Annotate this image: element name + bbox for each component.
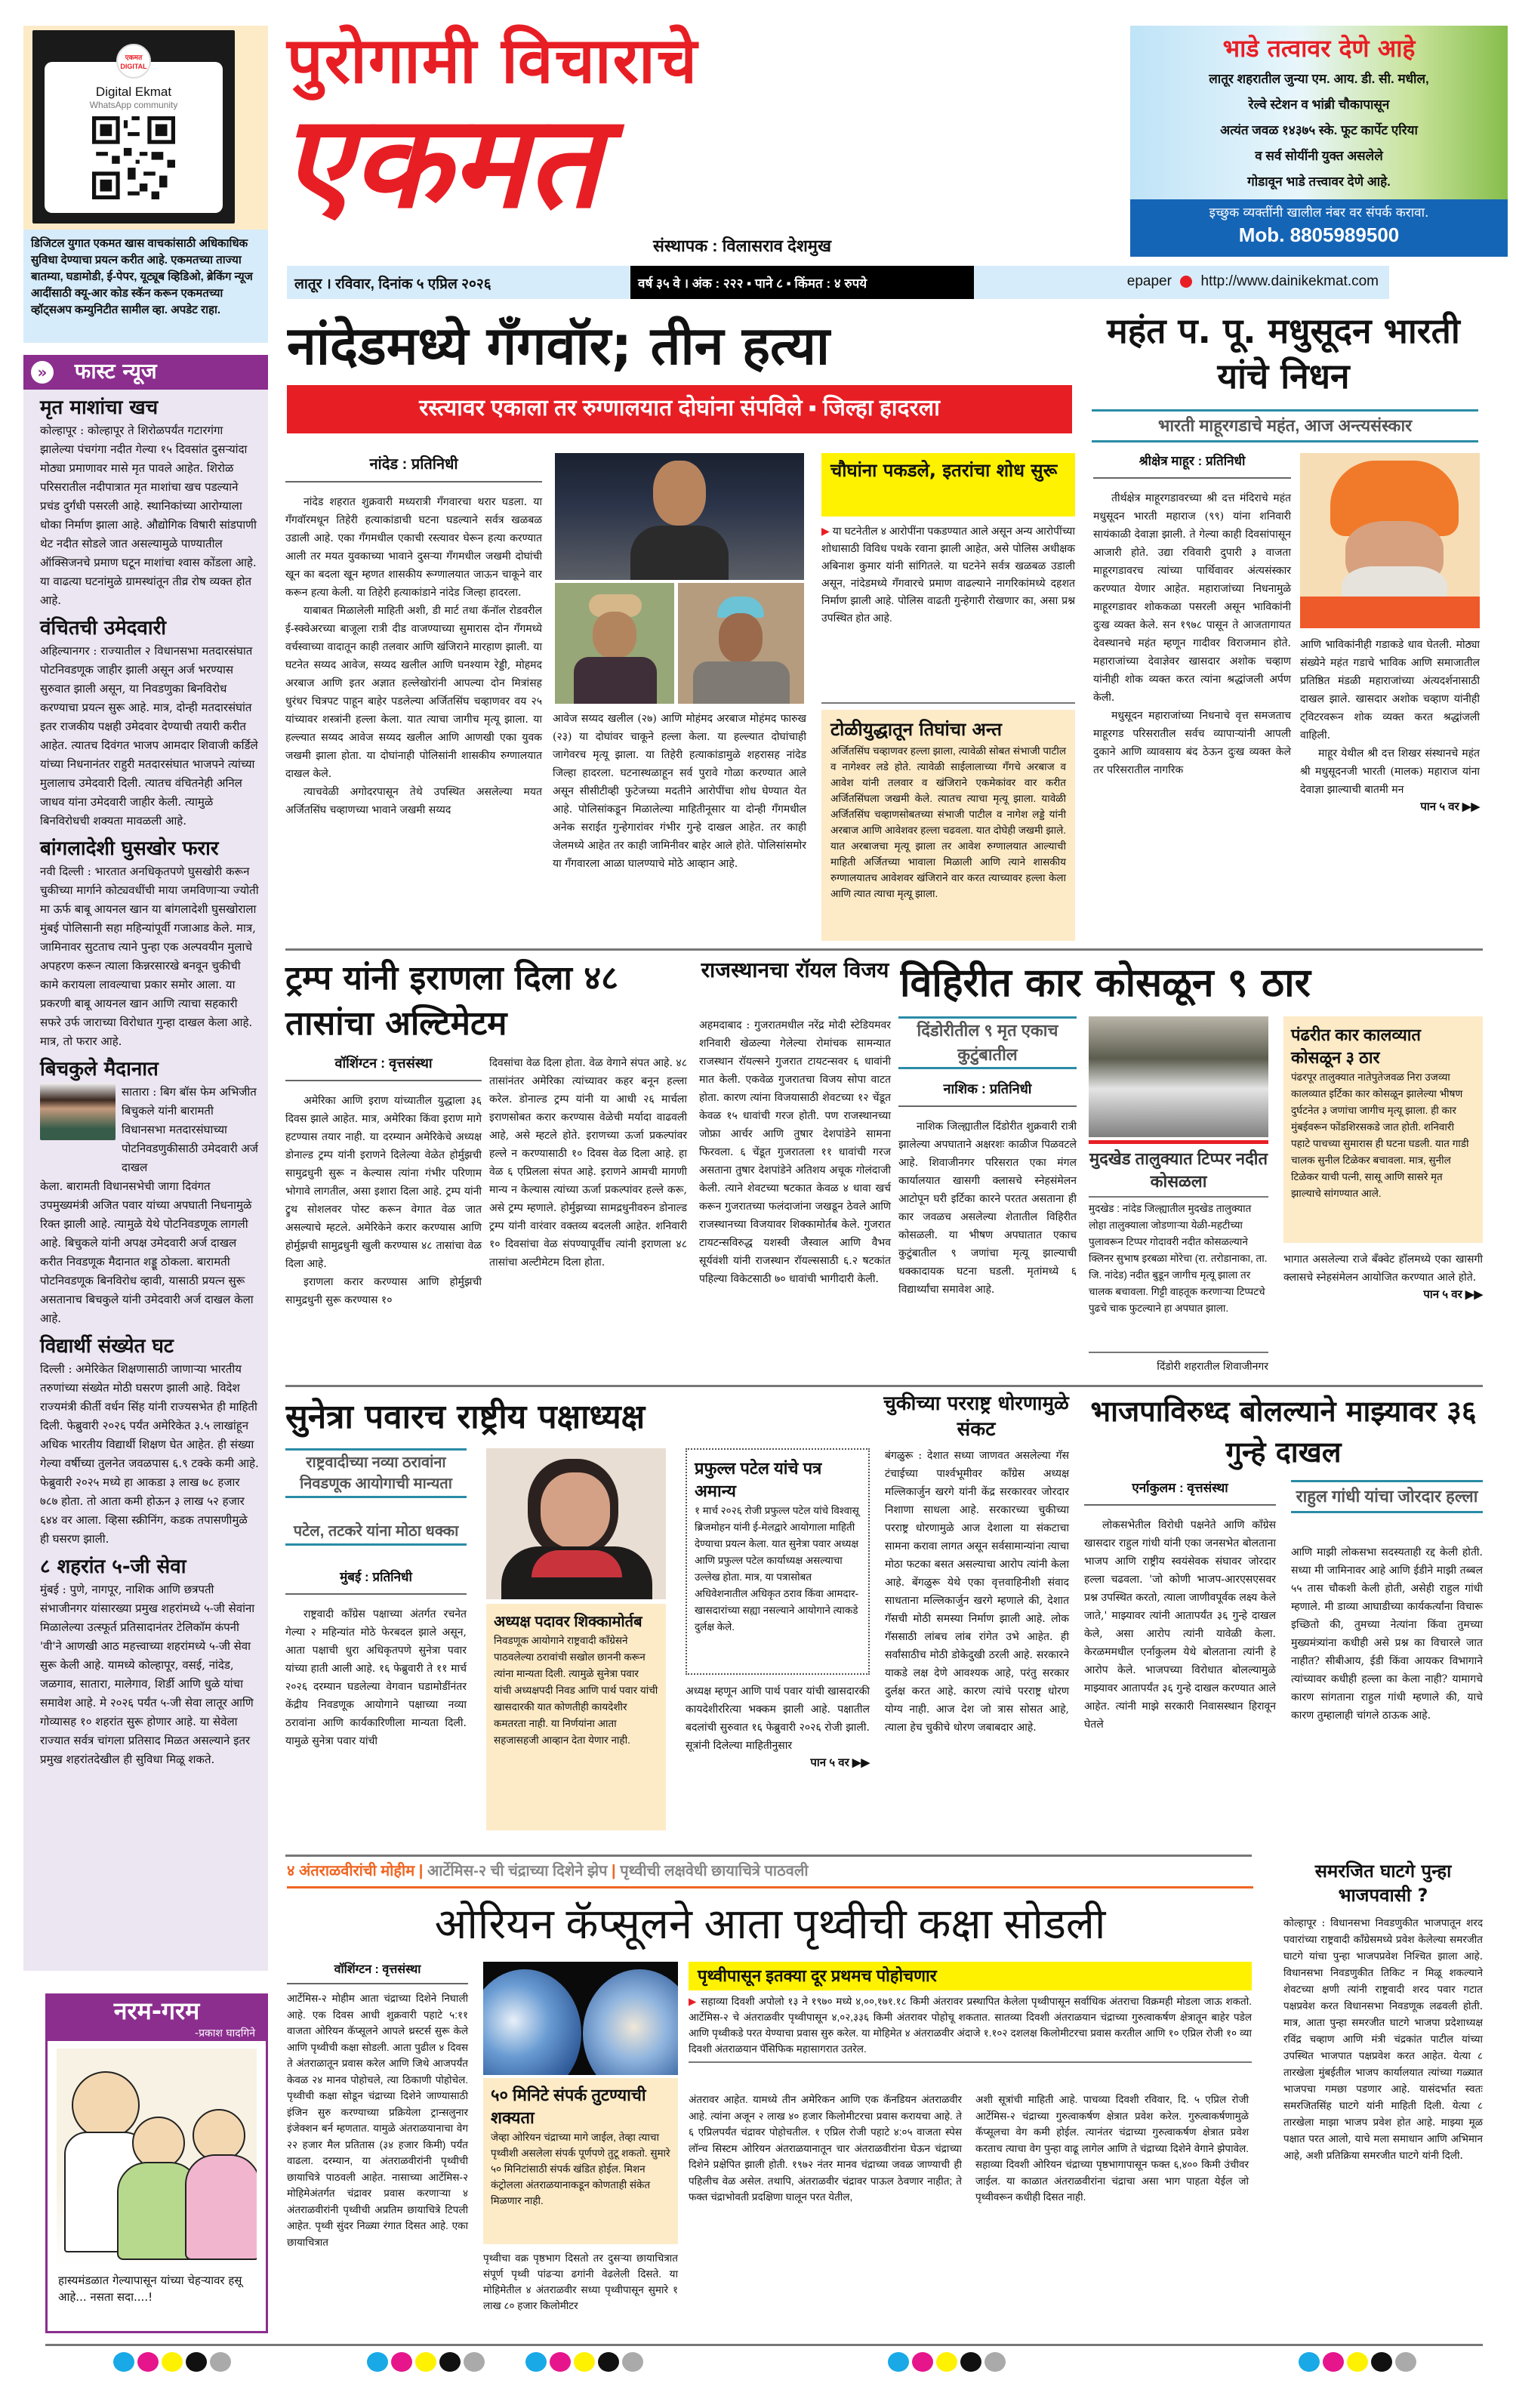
car-subhead: दिंडोरीतील ९ मृत एकाच कुटुंबातील: [898, 1016, 1077, 1069]
artemis-yellow-box: [689, 1962, 1252, 2063]
dateline: श्रीक्षेत्र माहूर : प्रतिनिधी: [1093, 453, 1291, 479]
ekmat-digital-logo: एकमत DIGITAL: [116, 44, 151, 79]
ad-mobile[interactable]: Mob. 8805989500: [1238, 224, 1400, 246]
tipper-headline: मुदखेड तालुक्यात टिप्पर नदीत कोसळला: [1089, 1148, 1268, 1198]
magenta-mark: [1323, 2352, 1344, 2372]
grey-mark: [210, 2352, 231, 2372]
patel-title: प्रफुल्ल पटेल यांचे पत्र अमान्य: [695, 1459, 822, 1500]
edition-date: लातूर । रविवार, दिनांक ५ एप्रिल २०२६: [287, 266, 630, 299]
print-registration-marks: [888, 2352, 1006, 2372]
mahant-subhead: भारती माहूरगडाचे महंत, आज अन्त्यसंस्कार: [1092, 409, 1478, 442]
ghatge-headline: समरजित घाटगे पुन्हा भाजपवासी ?: [1314, 1861, 1452, 1906]
cyan-mark: [525, 2352, 547, 2372]
accused-photo-1: [555, 453, 804, 580]
news-body: केला. बारामती विधानसभेची जागा दिवंगत उपमुख्यमंत्री अजित पवार यांच्या अपघाती निधनामुळे रिक्त झाली आहे. त्यामुळे येथे पोटनिवडणूक लागली आहे. बिचुकले यांनी अपक्ष उमेदवारी अर्ज दाखल करीत निवडणूक मैदानात शड्डू ठोकला. बारामती पोटनिवडणूक बिनविरोध व्हावी, यासाठी प्रयत्न सुरू असतानाच बिचकुले यांनी उमेदवारी अर्ज दाखल केला आहे.: [40, 1179, 254, 1325]
earth-photos: [483, 1962, 678, 2075]
sunetra-headline: सुनेत्रा पवारच राष्ट्रीय पक्षाध्यक्ष: [285, 1398, 646, 1436]
cartoon-panel: [45, 1993, 268, 2333]
side-box-gangwar-title: टोळीयुद्धातून तिघांचा अन्त: [830, 719, 1002, 740]
yellow-mark: [1347, 2352, 1368, 2372]
car-col1: [898, 1080, 1077, 1299]
sunetra-col3: [686, 1682, 870, 1771]
cyan-mark: [113, 2352, 134, 2372]
article-para: अध्यक्ष म्हणून आणि पार्थ पवार यांची खासदारकी कायदेशीररित्या भक्कम झाली आहे. पक्षातील बदलांची सुरुवात १६ फेब्रुवारी २०२६ रोजी झाली. सूत्रांनी दिलेल्या माहितीनुसार: [686, 1685, 870, 1752]
news-lead: सातारा : बिग बॉस फेम अभिजीत बिचुकले यांनी बारामती विधानसभा मतदारसंघाच्या पोटनिवडणुकीसाठी उमेदवारी अर्ज दाखल: [122, 1085, 258, 1174]
article-para: नांदेड शहरात शुक्रवारी मध्यरात्री गँगवारचा थरार घडला. या गँगवॉरमधून तिहेरी हत्याकांडाची घटना घडल्याने सर्वत्र खळबळ उडाली आहे. एका गँगमधील एकाची रस्त्यावर घेरून हत्या करण्यात आली तर मयत युवकाच्या भावाने दुसऱ्या गँगमधील जखमी दोघांची खून का बदला खून म्हणत शासकीय रूग्णालयात जाऊन चाकूने वार करून हत्या केली. या तिहेरी हत्याकांडाने नांदेड जिल्हा हादरला.: [285, 496, 542, 599]
rahul-headline: भाजपाविरुध्द बोलल्याने माझ्यावर ३६ गुन्हे दाखल: [1090, 1395, 1477, 1469]
artemis-col4: अशी सूत्रांची माहिती आहे. पाचव्या दिवशी रविवार, दि. ५ एप्रिल रोजी आर्टेमिस-२ चंद्राच्या गुरुत्वाकर्षण क्षेत्रात प्रवेश करेल. गुरुत्वाकर्षणामुळे कॅप्सूलचा वेग कमी होईल. त्यानंतर चंद्राच्या गुरुत्वाकर्षण क्षेत्रात प्रवेश करताच त्याचा वेग पुन्हा वाढू लागेल आणि ते चंद्राच्या दिशेने वेगाने झेपावेल. सहाव्या दिवशी ओरियन चंद्राच्या पृष्ठभागापासून फक्त ६,४०० किमी उंचीवर जाईल. या काळात अंतराळवीरांना चंद्राचा असा भाग पाहता येईल जो पृथ्वीवरून कधीही दिसत नाही.: [975, 2094, 1249, 2203]
grey-mark: [464, 2352, 485, 2372]
mahant-headline: महंत प. पू. मधुसूदन भारती यांचे निधन: [1107, 310, 1460, 396]
tipper-after: दिंडोरी शहरातील शिवाजीनगर: [1157, 1361, 1268, 1373]
dateline: वॉशिंग्टन : वृत्तसंस्था: [285, 1054, 482, 1081]
side-box-gangwar-body: अर्जितसिंघ चव्हाणवर हल्ला झाला, त्यावेळी सोबत संभाजी पाटील व नागेश्वर लडे होते. त्यावेळी साईलालाच्या गँगचे अरबाज व आवेश यांनी तलवार व खंजिराने एकमेकांवर वार करीत अर्जितसिंघला जखमी केले. त्यातच त्याचा मृत्यू झाला. यावेळी अर्जितसिंघ चव्हाणसोबतच्या संभाजी पाटील व नागेश लड्डे यांनी अरबाज आणि आवेशवर हल्ला चढवला. यात दोघेही जखमी झाले. यात अरबाजचा मृत्यू झाला तर आवेश रुग्णालयात आल्याची माहिती अर्जितच्या भावाला मिळाली आणि त्याने शासकीय रुग्णालयातच आवेशवर खंजिराने वार करत त्याच्यावर हल्ला केला आणि त्यात त्याचा मृत्यू झाला.: [830, 745, 1066, 899]
article-para: मधुसूदन महाराजांच्या निधनाचे वृत्त समजताच माहूरगड परिसरातील सर्वच व्यापाऱ्यांनी आपली दुकाने आणि व्यावसाय बंद ठेऊन दुःख व्यक्त केले तर परिसरातील नागरिक: [1093, 710, 1291, 776]
epaper-label: epaper: [1126, 273, 1172, 289]
dateline: नांदेड : प्रतिनिधी: [285, 453, 542, 483]
grey-mark: [1395, 2352, 1416, 2372]
qr-code-icon[interactable]: [92, 116, 175, 199]
qr-card: [45, 54, 223, 213]
news-title: मृत माशांचा खच: [40, 396, 159, 419]
black-mark: [598, 2352, 619, 2372]
rajasthan-body: अहमदाबाद : गुजरातमधील नरेंद्र मोदी स्टेडियमवर शनिवारी खेळल्या गेलेल्या रोमांचक सामन्यात राजस्थान रॉयल्सने गुजरात टायटन्सवर ६ धावांनी मात केली. एकवेळ गुजरातचा विजय सोपा वाटत होता. कारण त्यांना विजयासाठी शेवटच्या १२ चेंडूत केवळ १५ धावांची गरज होती. पण राजस्थानच्या जोफ्रा आर्चर आणि तुषार देशपांडेने सामना फिरवला. ६ चेंडूत गुजरातला ११ धावांची गरज असताना तुषार देशपांडेने अतिशय अचूक गोलंदाजी केली. त्याने शेवटच्या षटकात केवळ ४ धावा खर्च करून गुजरातच्या फलंदाजांना जखडून ठेवले आणि राजस्थानच्या विजयावर शिक्कामोर्तब केले. गुजरात टायटन्सविरुद्ध यशस्वी जैस्वाल आणि वैभव सूर्यवंशी यांनी राजस्थान रॉयल्ससाठी ६.२ षटकांत पहिल्या विकेटसाठी ७० धावांची भागीदारी केली.: [699, 1019, 891, 1285]
rahul-subhead: राहुल गांधी यांचा जोरदार हल्ला: [1291, 1480, 1483, 1513]
yellow-mark: [936, 2352, 957, 2372]
black-mark: [186, 2352, 207, 2372]
article-para: आणि भाविकांनीही गडाकडे धाव घेतली. मोठ्या संख्येने महंत गडाचे भाविक आणि समाजातील प्रतिष्ठित मंडळी महाराजांच्या अंत्यदर्शनासाठी दाखल झाले. खासदार अशोक चव्हाण यांनीही ट्विटरवरून शोक व्यक्त करत श्रद्धांजली वाहिली.: [1300, 639, 1480, 742]
artemis-box-body: जेव्हा ओरियन चंद्राच्या मागे जाईल, तेव्हा त्याचा पृथ्वीशी असलेला संपर्क पूर्णपणे तुटू शकतो. सुमारे ५० मिनिटांसाठी संपर्क खंडित होईल. मिशन कंट्रोलला अंतराळयानाकडून कोणताही संकेत मिळणार नाही.: [491, 2132, 670, 2206]
epaper-icon: [1180, 276, 1192, 288]
news-body: मुंबई : पुणे, नागपूर, नाशिक आणि छत्रपती संभाजीनगर यांसारख्या प्रमुख शहरांमध्ये ५-जी सेवांना मिळालेल्या उत्स्फूर्त प्रतिसादानंतर टेलिकॉम कंपनी 'वी'ने आणखी आठ महत्त्वाच्या शहरांमध्ये ५-जी सेवा सुरू केली आहे. यामध्ये कोल्हापूर, वसई, नांदेड, जळगाव, सातारा, मालेगाव, शिर्डी आणि धुळे यांचा समावेश आहे. मे २०२६ पर्यंत ५-जी सेवा लातूर आणि गोव्यासह १० शहरांत सुरू होणार आहे. या सेवेला राज्यात सर्वत्र चांगला प्रतिसाद मिळत असल्याने इतर प्रमुख शहरांतदेखील ही सुविधा मिळू शकते.: [40, 1583, 255, 1766]
article-para: आर्टेमिस-२ मोहीम आता चंद्राच्या दिशेने निघाली आहे. एक दिवस आधी शुक्रवारी पहाटे ५:११ वाजता ओरियन कॅप्सूलने आपले थ्रस्टर्स सुरू केले आणि पृथ्वीची कक्षा सोडली. आता पुढील ४ दिवस ते अंतराळातून प्रवास करेल आणि जिथे आजपर्यंत केवळ २४ मानव पोहोचले, त्या ठिकाणी पोहोचेल. पृथ्वीची कक्षा सोडून चंद्राच्या दिशेने जाण्यासाठी इंजिन सुरु करण्याच्या प्रक्रियेला ट्रान्सलुनार इंजेक्शन बर्न म्हणतात. यामुळे अंतराळयानाचा वेग २२ हजार मैल प्रतितास (३४ हजार किमी) पर्यंत वाढला. दरम्यान, या अंतराळवीरांनी पृथ्वीची छायाचित्रे पाठवली आहेत. नासाच्या आर्टेमिस-२ मोहिमेअंतर्गत चंद्रावर प्रवास करणाऱ्या ४ अंतराळवीरांनी पृथ्वीची अप्रतिम छायाचित्रे टिपली आहेत. पृथ्वी सुंदर निळ्या रंगात दिसत आहे. एका छायाचित्रात: [287, 1993, 468, 2248]
yellow-mark: [162, 2352, 183, 2372]
news-title: बिचकुले मैदानात: [40, 1058, 159, 1081]
news-body: अहिल्यानगर : राज्यातील २ विधानसभा मतदारसंघात पोटनिवडणूक जाहीर झाली असून अर्ज भरण्यास सुरुवात झाली असून, या निवडणुका बिनविरोध करण्याचा प्रयत्न सुरू आहे. मात्र, दोन्ही मतदारसंघांत इतर राजकीय पक्षही उमेदवार देण्याची तयारी करीत आहेत. त्यातच दिवंगत भाजप आमदार शिवाजी कर्डिले यांच्या निधनानंतर राहुरी मतदारसंघात भाजपने त्यांच्या मुलालाच उमेदवारी दिली. त्यातच वंचितनेही अनिल जाधव यांना उमेदवारी जाहीर केली. त्यामुळे बिनविरोधची शक्यता मावळली आहे.: [40, 644, 258, 828]
news-body: नवी दिल्ली : भारतात अनधिकृतपणे घुसखोरी करून चुकीच्या मार्गाने कोट्यवधींची माया जमविणाऱ्या ज्योती मा ऊर्फ बाबू आयनल खान या बांगलादेशी घुसखोराला मुंबई पोलिसानी सहा महिन्यांपूर्वी गजाआड केले. मात्र, जामिनावर सुटताच त्याने पुन्हा एक अल्पवयीन मुलाचे अपहरण करून त्याला किन्नरसारखे बनवून चुकीची कामे करायला लावल्याचा प्रकार समोर आला. या प्रकरणी बाबू आयनल खान आणि त्याचा सहकारी सफरे उर्फ जाराच्या विरोधात गुन्हा दाखल केला आहे. मात्र, तो फरार आहे.: [40, 865, 259, 1048]
fast-news-header: [23, 355, 268, 390]
grey-mark: [622, 2352, 643, 2372]
black-mark: [960, 2352, 981, 2372]
print-registration-marks: [1299, 2352, 1416, 2372]
red-triangle-icon: ▶: [689, 1996, 698, 2007]
pandhar-box: [1283, 1016, 1483, 1243]
ghatge-body: कोल्हापूर : विधानसभा निवडणुकीत भाजपातून शरद पवारांच्या राष्ट्रवादी काँग्रेसमध्ये प्रवेश केलेल्या समरजीत घाटगे यांचा पुन्हा भाजपप्रवेश निश्चित झाला आहे. विधानसभा निवडणुकीत तिकिट न मिळू शकल्याने शेवटच्या क्षणी त्यांनी राष्ट्रवादी शरद पवार गटात पक्षप्रवेश करत विधानसभा निवडणूक लढवली होती. मात्र, आता पुन्हा समरजीत घाटगे भाजपा प्रदेशाध्यक्ष रविंद्र चव्हाण आणि मंत्री चंद्रकांत पाटील यांच्या उपस्थित भाजपात पक्षप्रवेश करत आहेत. येत्या ८ तारखेला मुंबईतील भाजप कार्यालयात त्यांच्या गळ्यात भाजपचा गमछा पडणार आहे. यासंदर्भात स्वतः समरजितसिंह घाटगे यांनी माहिती दिली. येत्या ८ तारखेला माझा भाजप प्रवेश होत आहे. माझ्या मूळ पक्षात परत आलो, याचे मला समाधान आणि अभिमान आहे, अशी प्रतिक्रिया समरजीत घाटगे यांनी दिली.: [1283, 1917, 1483, 2162]
sunetra-photo: [486, 1448, 666, 1599]
issue-info: वर्ष ३५ वे । अंक : २२२ ▪ पाने ८ ▪ किंमत : ४ रुपये: [630, 266, 974, 299]
cartoon-caption: हास्यमंडळात गेल्यापासून यांच्या चेहऱ्यावर हसू आहे... नसता सदा....!: [58, 2274, 242, 2304]
cartoon-illustration: [57, 2049, 257, 2268]
news-body: कोल्हापूर : कोल्हापूर ते शिरोळपर्यंत गटारगंगा झालेल्या पंचगंगा नदीत गेल्या १५ दिवसांत दुसऱ्यांदा मोठ्या प्रमाणावर मासे मृत पावले आहेत. शिरोळ परिसरातील नदीपात्रात मृत माशांचा खच पडल्याने प्रचंड दुर्गंधी पसरली आहे. स्थानिकांच्या आरोग्याला धोका निर्माण झाला आहे. औद्योगिक विषारी सांडपाणी थेट नदीत सोडले जात असल्यामुळे पाण्यातील ऑक्सिजनचे प्रमाण घटून माशांचा श्वास कोंडला आहे. या वाढत्या घटनांमुळे ग्रामस्थांतून तीव्र रोष व्यक्त होत आहे.: [40, 424, 257, 607]
ad-body: [1130, 66, 1508, 195]
accused-photo-3: [678, 583, 804, 704]
artemis-yellow-title: पृथ्वीपासून इतक्या दूर प्रथमच पोहोचणार: [689, 1962, 1252, 1990]
accused-photo-2: [555, 583, 674, 704]
pandhar-title: पंढरीत कार कालव्यात कोसळून ३ ठार: [1291, 1025, 1421, 1067]
qr-description: डिजिटल युगात एकमत खास वाचकांसाठी अधिकाधिक सुविधा देण्याचा प्रयत्न करीत आहे. एकमतच्या ताज्या बातम्या, घडामोडी, ई-पेपर, यूट्यूब व्हिडिओ, ब्रेकिंग न्यूज आदींसाठी क्यू-आर कोड स्कॅन करून एकमतच्या व्हॉट्सअप कम्युनिटीत सामील व्हा. अपडेट राहा.: [23, 230, 268, 343]
bichukale-photo: [40, 1083, 116, 1140]
side-box-arrests-body: [821, 523, 1075, 627]
masthead-logo: एकमत: [281, 88, 601, 237]
side-box-arrests-text: या घटनेतील ४ आरोपींना पकडण्यात आले असून अन्य आरोपींच्या शोधासाठी विविध पथके रवाना झाली आहेत, असे पोलिस अधीक्षक अबिनाश कुमार यांनी सांगितले. या घटनेने सर्वत्र खळबळ उडाली असून, नांदेडमध्ये गँगवारचे प्रमाण वाढल्याने नागरिकांमध्ये दहशत निर्माण झाली आहे. पोलिस वाढती गुन्हेगारी रोखणार का, असा प्रश्न उपस्थित होत आहे.: [821, 525, 1075, 624]
cartoon-title: नरम-गरम: [113, 1996, 200, 2025]
cyan-mark: [367, 2352, 388, 2372]
kicker-item: पृथ्वीची लक्षवेधी छायाचित्रे पाठवली: [620, 1863, 809, 1879]
trump-col1: [285, 1054, 482, 1309]
ad-title: भाडे तत्वावर देणे आहे: [1222, 34, 1416, 63]
article-para: तीर्थक्षेत्र माहूरगडावरच्या श्री दत्त मंदिराचे महंत मधुसूदन भारती महाराज (९९) यांना शनिवारी सायंकाळी देवाज्ञा झाली. ते गेल्या काही दिवसांपासून आजारी होते. उद्या रविवारी दुपारी ३ वाजता माहूरगडावरच त्यांच्या पार्थिवावर अंत्यसंस्कार करण्यात येणार आहेत. महाराजांच्या निधनामुळे माहूरगडावर शोककळा पसरली असून भाविकांनी दुःख व्यक्त केले. सन १९७८ पासून ते आजतागायत देवस्थानचे महंत म्हणून गादीवर विराजमान होते. महाराजांच्या देवाज्ञेवर खासदार अशोक चव्हाण यांनीही शोक व्यक्त करत त्यांना श्रद्धांजली अर्पण केली.: [1093, 492, 1291, 704]
artemis-col1: [287, 1962, 468, 2250]
article-para: त्याचवेळी अगोदरपासून तेथे उपस्थित असलेल्या मयत अर्जितसिंघ चव्हाणच्या भावाने जखमी सय्यद: [285, 786, 542, 816]
kicker-item: आर्टेमिस-२ ची चंद्राच्या दिशेने झेप: [427, 1863, 608, 1879]
magenta-mark: [550, 2352, 571, 2372]
news-title: वंचितची उमेदवारी: [40, 617, 166, 640]
cartoon-artist: -प्रकाश घादगिने: [195, 2027, 255, 2040]
magenta-mark: [391, 2352, 412, 2372]
masthead-tagline: पुरोगामी विचाराचे: [287, 23, 699, 97]
sunetra-box-body: निवडणूक आयोगाने राष्ट्रवादी काँग्रेसने पाठवलेल्या ठरावांची सखोल छाननी करून त्यांना मान्यता दिली. त्यामुळे सुनेत्रा पवार यांची अध्यक्षपदी निवड आणि पार्थ पवार यांची खासदारकी यात कोणतीही कायदेशीर कमतरता नाही. या निर्णयांना आता सहजासहजी आव्हान देता येणार नाही.: [494, 1635, 658, 1746]
rajasthan-headline: राजस्थानचा रॉयल विजय: [701, 957, 889, 982]
epaper-link[interactable]: [974, 266, 1389, 299]
qr-promo-box: [23, 26, 268, 230]
red-triangle-icon: ▶: [821, 525, 830, 537]
magenta-mark: [912, 2352, 933, 2372]
artemis-box-title: ५० मिनिटे संपर्क तुटण्याची शक्यता: [491, 2086, 646, 2127]
rahul-col2: आणि माझी लोकसभा सदस्यताही रद्द केली होती. सध्या मी जामिनावर आहे आणि ईडीने माझी तब्बल ५५ तास चौकशी केली होती, असेही राहुल गांधी म्हणाले. मी डाव्या आघाडीच्या कार्यकर्त्यांना विचारू इच्छितो की, तुमच्या नेत्यांना किंवा तुमच्या मुख्यमंत्र्यांना कधीही असे प्रश्न का विचारले जात नाहीत? सीबीआय, ईडी किंवा आयकर विभागाने त्यांच्यावर कधीही हल्ला का केला नाही? यामागचे कारण सांगताना राहुल गांधी म्हणाले की, याचे कारण तुम्हालाही चांगले ठाऊक आहे.: [1291, 1546, 1483, 1722]
article-para: अमेरिका आणि इराण यांच्यातील युद्धाला ३६ दिवस झाले आहेत. मात्र, अमेरिका किंवा इराण मागे हटण्यास तयार नाही. या दरम्यान अमेरिकेचे अध्यक्ष डोनाल्ड ट्रम्प यांनी इराणने दिलेल्या वेळेत होर्मुझची सामुद्रधुनी सुरू न केल्यास त्यांना गंभीर परिणाम भोगावे लागतील, असा इशारा दिला आहे. ट्रम्प यांनी ट्रुथ सोशलवर पोस्ट करून वेगात वेळ जात असल्याचे म्हटले. अमेरिकेने करार करण्यास आणि होर्मुझची सामुद्रधुनी खुली करण्यास ४८ तासांचा वेळ दिला आहे.: [285, 1095, 482, 1270]
artemis-col3: अंतरावर आहेत. यामध्ये तीन अमेरिकन आणि एक कॅनडियन अंतराळवीर आहे. त्यांना अजून २ लाख ४० हजार किलोमीटरचा प्रवास करायचा आहे. ते ६ एप्रिलपर्यंत चंद्रावर पोहोचतील. १ एप्रिल रोजी पहाटे ४:०५ वाजता स्पेस लॉन्च सिस्टम ओरियन अंतराळयानातून चार अंतराळवीरांना घेऊन चंद्राच्या दिशेने प्रक्षेपित झाली होती. १९७२ नंतर मानव चंद्राच्या जवळ जाण्याची ही पहिलीच वेळ असेल. तथापि, अंतराळवीर चंद्रावर पाऊल ठेवणार नाहीत; ते फक्त चंद्राभोवती प्रदक्षिणा घालून परत येतील,: [689, 2094, 962, 2203]
qr-frame: [32, 30, 235, 224]
trump-headline: ट्रम्प यांनी इराणला दिला ४८ तासांचा अल्टिमेटम: [285, 959, 618, 1043]
sunetra-box-title: अध्यक्ष पदावर शिक्कामोर्तब: [494, 1614, 642, 1630]
side-box-gangwar: [821, 710, 1075, 941]
artemis-kicker: ४ अंतराळवीरांची मोहीम | आर्टेमिस-२ ची चंद्राच्या दिशेने झेप | पृथ्वीची लक्षवेधी छायाचित्रे पाठवली: [287, 1861, 1253, 1888]
lead-col2: आवेज सय्यद खलील (२७) आणि मोहंमद अरबाज मोहंमद फारुख (२३) या दोघांवर चाकूने हल्ला केला. या हल्ल्यात दोघांचाही जागेवरच मृत्यू झाला. या तिहेरी हत्याकांडामुळे शहरासह नांदेड जिल्हा हादरला. घटनास्थळाहून सर्व पुरावे गोळा करण्यात आले असून सीसीटीव्ही फुटेजच्या मदतीने आरोपींचा शोध घेण्यात येत आहे. पोलिसांकडून मिळालेल्या माहितीनूसार या दोन्ही गँगमधील अनेक सराईत गुन्हेगारांवर गंभीर गुन्हे दाखल आहेत. तर काही जेलमध्ये आहेत तर काही जामिनीवर बाहेर आले होते. पोलिसांसमोर या गँगवारला आळा घालण्याचे मोठे आव्हान आहे.: [553, 713, 806, 870]
lead-subhead: रस्त्यावर एकाला तर रुग्णालयात दोघांना संपविले ▪ जिल्हा हादरला: [287, 385, 1072, 433]
tipper-body: मुदखेड : नांदेड जिल्ह्यातील मुदखेड तालुक्यात लोहा तालुक्याला जोडणाऱ्या येळी-महटीच्या पुलावरून टिप्पर गोदावरी नदीत कोसळल्याने क्लिनर सुभाष इरबळा मोरेचा (रा. तरोडानाका, ता. जि. नांदेड) नदीत बुडून जागीच मृत्यू झाला तर चालक बचावला. गिट्टी वाहतूक करणाऱ्या टिप्पटचे पुढचे चाक फुटल्याने हा अपघात झाला.: [1089, 1203, 1268, 1314]
magenta-mark: [137, 2352, 159, 2372]
rental-advertisement: [1130, 26, 1508, 257]
dateline: नाशिक : प्रतिनिधी: [898, 1080, 1077, 1107]
news-title: विद्यार्थी संख्येत घट: [40, 1335, 174, 1358]
qr-brand: Digital Ekmat: [95, 85, 172, 99]
article-para: याबाबत मिळालेली माहिती अशी, डी मार्ट तथा कॅनॉल रोडवरील ई-स्क्वेअरच्या बाजूला रात्री दीड वाजण्याच्या सुमारास दोन गँगमध्ये वर्चस्वाच्या वादातून काही तलवार आणि खंजिराने मारहाण झाली. या घटनेत सय्यद आवेज, सय्यद खलील आणि घनश्याम रेड्डी, मोहमद अरबाज आणि इतर अज्ञात हल्लेखोरांनी आपल्या दोन मित्रांसह धुरंधर चित्रपट पाहून बाहेर पडलेल्या अर्जितसिंघ चव्हाणवर वय २५ यांच्यावर शस्त्रांनी हल्ला केला. यात त्याचा जागीच मृत्यू झाला. या हल्ल्यात सय्यद आवेज सय्यद खलील आणि आणखी एका युवक जखमी झाला होता. या दोघांनाही पोलिसांनी शासकीय रुग्णालयात दाखल केले.: [285, 605, 542, 780]
artemis-box: [483, 2078, 678, 2244]
date-band: [287, 266, 1389, 299]
black-mark: [1371, 2352, 1392, 2372]
article-para: लोकसभेतील विरोधी पक्षनेते आणि काँग्रेस खासदार राहुल गांधी यांनी एका जनसभेत बोलताना भाजप आणि राष्ट्रीय स्वयंसेवक संघावर जोरदार हल्ला चढवला. 'जो कोणी भाजप-आरएसएसवर प्रश्न उपस्थित करतो, त्याला जाणीवपूर्वक लक्ष्य केले जाते,' माझ्यावर त्यांनी आतापर्यंत ३६ गुन्हे दाखल केले, असा आरोप त्यांनी यावेळी केला. केरळममधील एर्नाकुलम येथे बोलताना त्यांनी हे आरोप केले. भाजपच्या विरोधात बोलल्यामुळे माझ्यावर आतापर्यंत ३६ गुन्हे दाखल करण्यात आले आहेत. त्यांनी माझे सरकारी निवासस्थान हिरावून घेतले: [1084, 1519, 1276, 1731]
grey-mark: [984, 2352, 1006, 2372]
ad-line: रेल्वे स्टेशन व भांब्री चौकापासून: [1248, 97, 1390, 112]
patel-box: [686, 1448, 870, 1675]
car-accident-photo: [1089, 1016, 1268, 1137]
mahant-col2: [1300, 636, 1480, 816]
dateline: मुंबई : प्रतिनिधी: [285, 1569, 467, 1595]
print-registration-marks: [367, 2352, 485, 2372]
cyan-mark: [888, 2352, 909, 2372]
news-title: बांगलादेशी घुसखोर फरार: [40, 837, 219, 860]
black-mark: [439, 2352, 461, 2372]
sunetra-col1: [285, 1569, 467, 1750]
news-title: ८ शहरांत ५-जी सेवा: [40, 1555, 186, 1578]
qr-subtitle: WhatsApp community: [89, 100, 178, 110]
continued-link[interactable]: पान ५ वर ▶▶: [810, 1756, 870, 1769]
mahant-photo: [1300, 453, 1480, 628]
artemis-col2: पृथ्वीचा वक्र पृष्ठभाग दिसतो तर दुसऱ्या छायाचित्रात संपूर्ण पृथ्वी पांढऱ्या ढगांनी वेढलेली दिसते. या मोहिमेतील ४ अंतराळवीर सध्या पृथ्वीपासून सुमारे १ लाख ८० हजार किलोमीटर: [483, 2252, 678, 2311]
news-body: दिल्ली : अमेरिकेत शिक्षणासाठी जाणाऱ्या भारतीय तरुणांच्या संख्येत मोठी घसरण झाली आहे. विदेश राज्यमंत्री कीर्ती वर्धन सिंह यांनी राज्यसभेत ही माहिती दिली. फेब्रुवारी २०२६ पर्यंत अमेरिकेत ३.५ लाखांहून अधिक भारतीय विद्यार्थी शिक्षण घेत आहेत. ही संख्या गेल्या वर्षीच्या तुलनेत जवळपास ६.९ टक्के कमी आहे. फेब्रुवारी २०२५ मध्ये हा आकडा ३ लाख ७८ हजार ७८७ होता. तो आता कमी होऊन ३ लाख ५२ हजार ६४४ वर आला. व्हिसा स्क्रीनिंग, कडक तपासणीमुळे ही घसरण झाली.: [40, 1362, 259, 1546]
fast-news-title: फास्ट न्यूज: [74, 359, 157, 384]
kharge-body: बंगळुरू : देशात सध्या जाणवत असलेल्या गॅस टंचाईच्या पार्श्वभूमीवर काँग्रेस अध्यक्ष मल्लिकार्जुन खरगे यांनी केंद्र सरकारवर जोरदार निशाणा साधला आहे. सरकारच्या चुकीच्या परराष्ट्र धोरणामुळे आज देशाला या संकटाचा सामना करावा लागत असून सर्वसामान्यांना त्याचा मोठा फटका बसत असल्याचा आरोप त्यांनी केला आहे. बेंगळुरू येथे एका वृत्तवाहिनीशी संवाद साधताना मल्लिकार्जुन खरगे म्हणाले की, देशात गॅसची मोठी समस्या निर्माण झाली आहे. लोक गॅससाठी लांबच लांब रांगेत उभे आहेत. ही सर्वांसाठीच मोठी डोकेदुखी ठरली आहे. सरकारने याकडे लक्ष देणे आवश्यक आहे, परंतु सरकार दुर्लक्ष करत आहे. कारण त्यांचे परराष्ट्र धोरण योग्य नाही. आज देश जो त्रास सोसत आहे, त्याला हेच चुकीचे धोरण जबाबदार आहे.: [885, 1450, 1069, 1734]
dateline: वॉशिंग्टन : वृत्तसंस्था: [287, 1962, 468, 1984]
yellow-mark: [574, 2352, 595, 2372]
article-para: माहूर येथील श्री दत्त शिखर संस्थानचे महंत श्री मधुसूदनजी भारती (मालक) महाराज यांना देवाज्ञा झाल्याची बातमी मन: [1300, 748, 1480, 796]
ad-line: गोडावून भाडे तत्त्वावर देणे आहे.: [1247, 174, 1391, 189]
kharge-headline: चुकीच्या परराष्ट्र धोरणामुळे संकट: [883, 1392, 1069, 1441]
trump-col2: दिवसांचा वेळ दिला होता. वेळ वेगाने संपत आहे. ४८ तासांनंतर अमेरिका त्यांच्यावर कहर बनून हल्ला करेल. डोनाल्ड ट्रम्प यांनी या आधी २६ मार्चला इराणसोबत करार करण्यास वेळेची मर्यादा वाढवली आहे, असे म्हटले होते. इराणच्या ऊर्जा प्रकल्पांवर हल्ले न करण्यासाठी १० दिवस वेळ दिला आहे. हा वेळ ६ एप्रिलला संपत आहे. इराणने आमची मागणी मान्य न केल्यास त्यांच्या ऊर्जा प्रकल्पांवर हल्ले करू, असे ट्रम्प म्हणाले. होर्मुझच्या सामद्रधुनीवरुन डोनाल्ड ट्रम्प यांनी वारंवार वक्तव्य बदलली आहेत. शनिवारी १० दिवसांचा वेळ संपण्यापूर्वीच त्यांनी इराणला ४८ तासांचा अल्टीमेटम दिला होता.: [489, 1057, 687, 1269]
chevron-down-icon: »: [31, 361, 54, 384]
rahul-col1: [1084, 1480, 1276, 1734]
patel-body: १ मार्च २०२६ रोजी प्रफुल्ल पटेल यांचे विश्वासू ब्रिजमोहन यांनी ई-मेलद्वारे आयोगाला माहिती देण्याचा प्रयत्न केला. यात सुनेत्रा पवार अध्यक्ष आणि प्रफुल्ल पटेल कार्याध्यक्ष असल्याचा उल्लेख होता. मात्र, या पत्रासोबत अधिवेशनातील अधिकृत ठराव किंवा आमदार-खासदारांच्या सह्या नसल्याने आयोगाने त्याकडे दुर्लक्ष केले.: [695, 1505, 859, 1633]
fast-news-panel: [23, 355, 268, 1971]
lead-headline: नांदेडमध्ये गँगवॉर; तीन हत्या: [287, 315, 830, 377]
kicker-item: ४ अंतराळवीरांची मोहीम: [287, 1863, 415, 1879]
print-registration-marks: [113, 2352, 231, 2372]
car-col3: [1283, 1250, 1483, 1303]
car-headline: विहिरीत कार कोसळून ९ ठार: [900, 960, 1311, 1006]
pandhar-body: पंढरपूर तालुक्यात नातेपुतेजवळ निरा उजव्या कालव्यात इर्टिका कार कोसळून झालेल्या भीषण दुर्घटनेत ३ जणांचा जागीच मृत्यू झाला. ही कार मुंबईवरून फोंडशिरसकडे जात होती. शनिवारी पहाटे पाचच्या सुमारास ही घटना घडली. यात गाडी चालक सुनील टिळेकर बचावला. मात्र, सुनील टिळेकर याची पत्नी, सासू आणि सासरे मृत झाल्याचे सांगण्यात आले.: [1291, 1071, 1469, 1199]
yellow-mark: [415, 2352, 436, 2372]
ad-contact-note: इच्छुक व्यक्तींनी खालील नंबर वर संपर्क करावा.: [1209, 205, 1429, 220]
artemis-yellow-text: सहाव्या दिवशी अपोलो १३ ने १९७० मध्ये ४,००,१७१.१८ किमी अंतरावर प्रस्थापित केलेला पृथ्वीपासून सर्वाधिक अंतराचा विक्रमही मोडला जाऊ शकतो. आर्टेमिस-२ चे अंतराळवीर पृथ्वीपासून ४,०२,३३६ किमी अंतरावर पोहोचू शकतात. सातव्या दिवशी अंतराळयान चंद्राच्या गुरुत्वाकर्षण क्षेत्रातून बाहेर पडेल आणि पृथ्वीकडे परत येण्याचा प्रवास सुरु करेल. या मोहिमेत ४ अंतराळवीर अंदाजे १.१०२ दशलक्ष किलोमीटरचा प्रवास करतील आणि १० एप्रिल रोजी १० व्या दिवशी अंतराळयान पॅसिफिक महासागरात उतरेल.: [689, 1996, 1252, 2055]
mahant-col1: [1093, 453, 1291, 779]
article-para: नाशिक जिल्ह्यातील दिंडोरीत शुक्रवारी रात्री झालेल्या अपघाताने अक्षरशः काळीज पिळवटले आहे. शिवाजीनगर परिसरात एका मंगल कार्यालयात खासगी क्लासचे स्नेहसंमेलन आटोपून घरी इर्टिका कारने परतत असताना ही कार जवळच असलेल्या शेतातील विहिरीत कोसळली. या भीषण अपघातात एकाच कुटुंबातील ९ जणांचा मृत्यू झाल्याची धक्कादायक घटना घडली. मृतांमध्ये ६ विद्यार्थ्यांचा समावेश आहे.: [898, 1121, 1077, 1296]
lead-col1: [285, 453, 542, 819]
sunetra-subhead-2: पटेल, तटकरे यांना मोठा धक्का: [285, 1519, 467, 1546]
ad-line: व सर्व सोयींनी युक्त असलेले: [1255, 149, 1383, 163]
ad-line: अत्यंत जवळ १४३७५ स्के. फूट कार्पेट एरिया: [1220, 123, 1418, 137]
epaper-url[interactable]: http://www.dainikekmat.com: [1200, 273, 1379, 289]
dateline: एर्नाकुलम : वृत्तसंस्था: [1084, 1480, 1276, 1506]
sunetra-box: [486, 1604, 666, 1830]
artemis-yellow-body: [689, 1990, 1252, 2063]
ad-line: लातूर शहरातील जुन्या एम. आय. डी. सी. मधील,: [1209, 72, 1429, 86]
print-registration-marks: [525, 2352, 643, 2372]
cyan-mark: [1299, 2352, 1320, 2372]
article-para: भागात असलेल्या राजे बँक्वेट हॉलमध्ये एका खासगी क्लासचे स्नेहसंमेलन आयोजित करण्यात आले होते.: [1283, 1253, 1483, 1284]
sunetra-subhead-1: राष्ट्रवादीच्या नव्या ठरावांना निवडणूक आयोगाची मान्यता: [285, 1448, 467, 1498]
artemis-headline: ओरियन कॅप्सूलने आता पृथ्वीची कक्षा सोडली: [434, 1900, 1106, 1947]
side-box-arrests-title: चौघांना पकडले, इतरांचा शोध सुरू: [821, 453, 1075, 516]
article-para: राष्ट्रवादी काँग्रेस पक्षाच्या अंतर्गत रचनेत गेल्या २ महिन्यांत मोठे फेरबदल झाले असून, आता पक्षाची धुरा अधिकृतपणे सुनेत्रा पवार यांच्या हाती आली आहे. १६ फेब्रुवारी ते ११ मार्च २०२६ दरम्यान घडलेल्या वेगवान घडामोडींनंतर केंद्रीय निवडणूक आयोगाने पक्षाच्या नव्या ठरावांना आणि कार्यकारिणीला मान्यता दिली. यामुळे सुनेत्रा पवार यांची: [285, 1608, 467, 1747]
continued-link[interactable]: पान ५ वर ▶▶: [1423, 1288, 1483, 1301]
continued-link[interactable]: पान ५ वर ▶▶: [1420, 800, 1480, 813]
article-para: इराणला करार करण्यास आणि होर्मुझची सामुद्रधुनी सुरू करण्यास १०: [285, 1276, 482, 1306]
masthead-founder: संस्थापक : विलासराव देशमुख: [653, 236, 831, 255]
